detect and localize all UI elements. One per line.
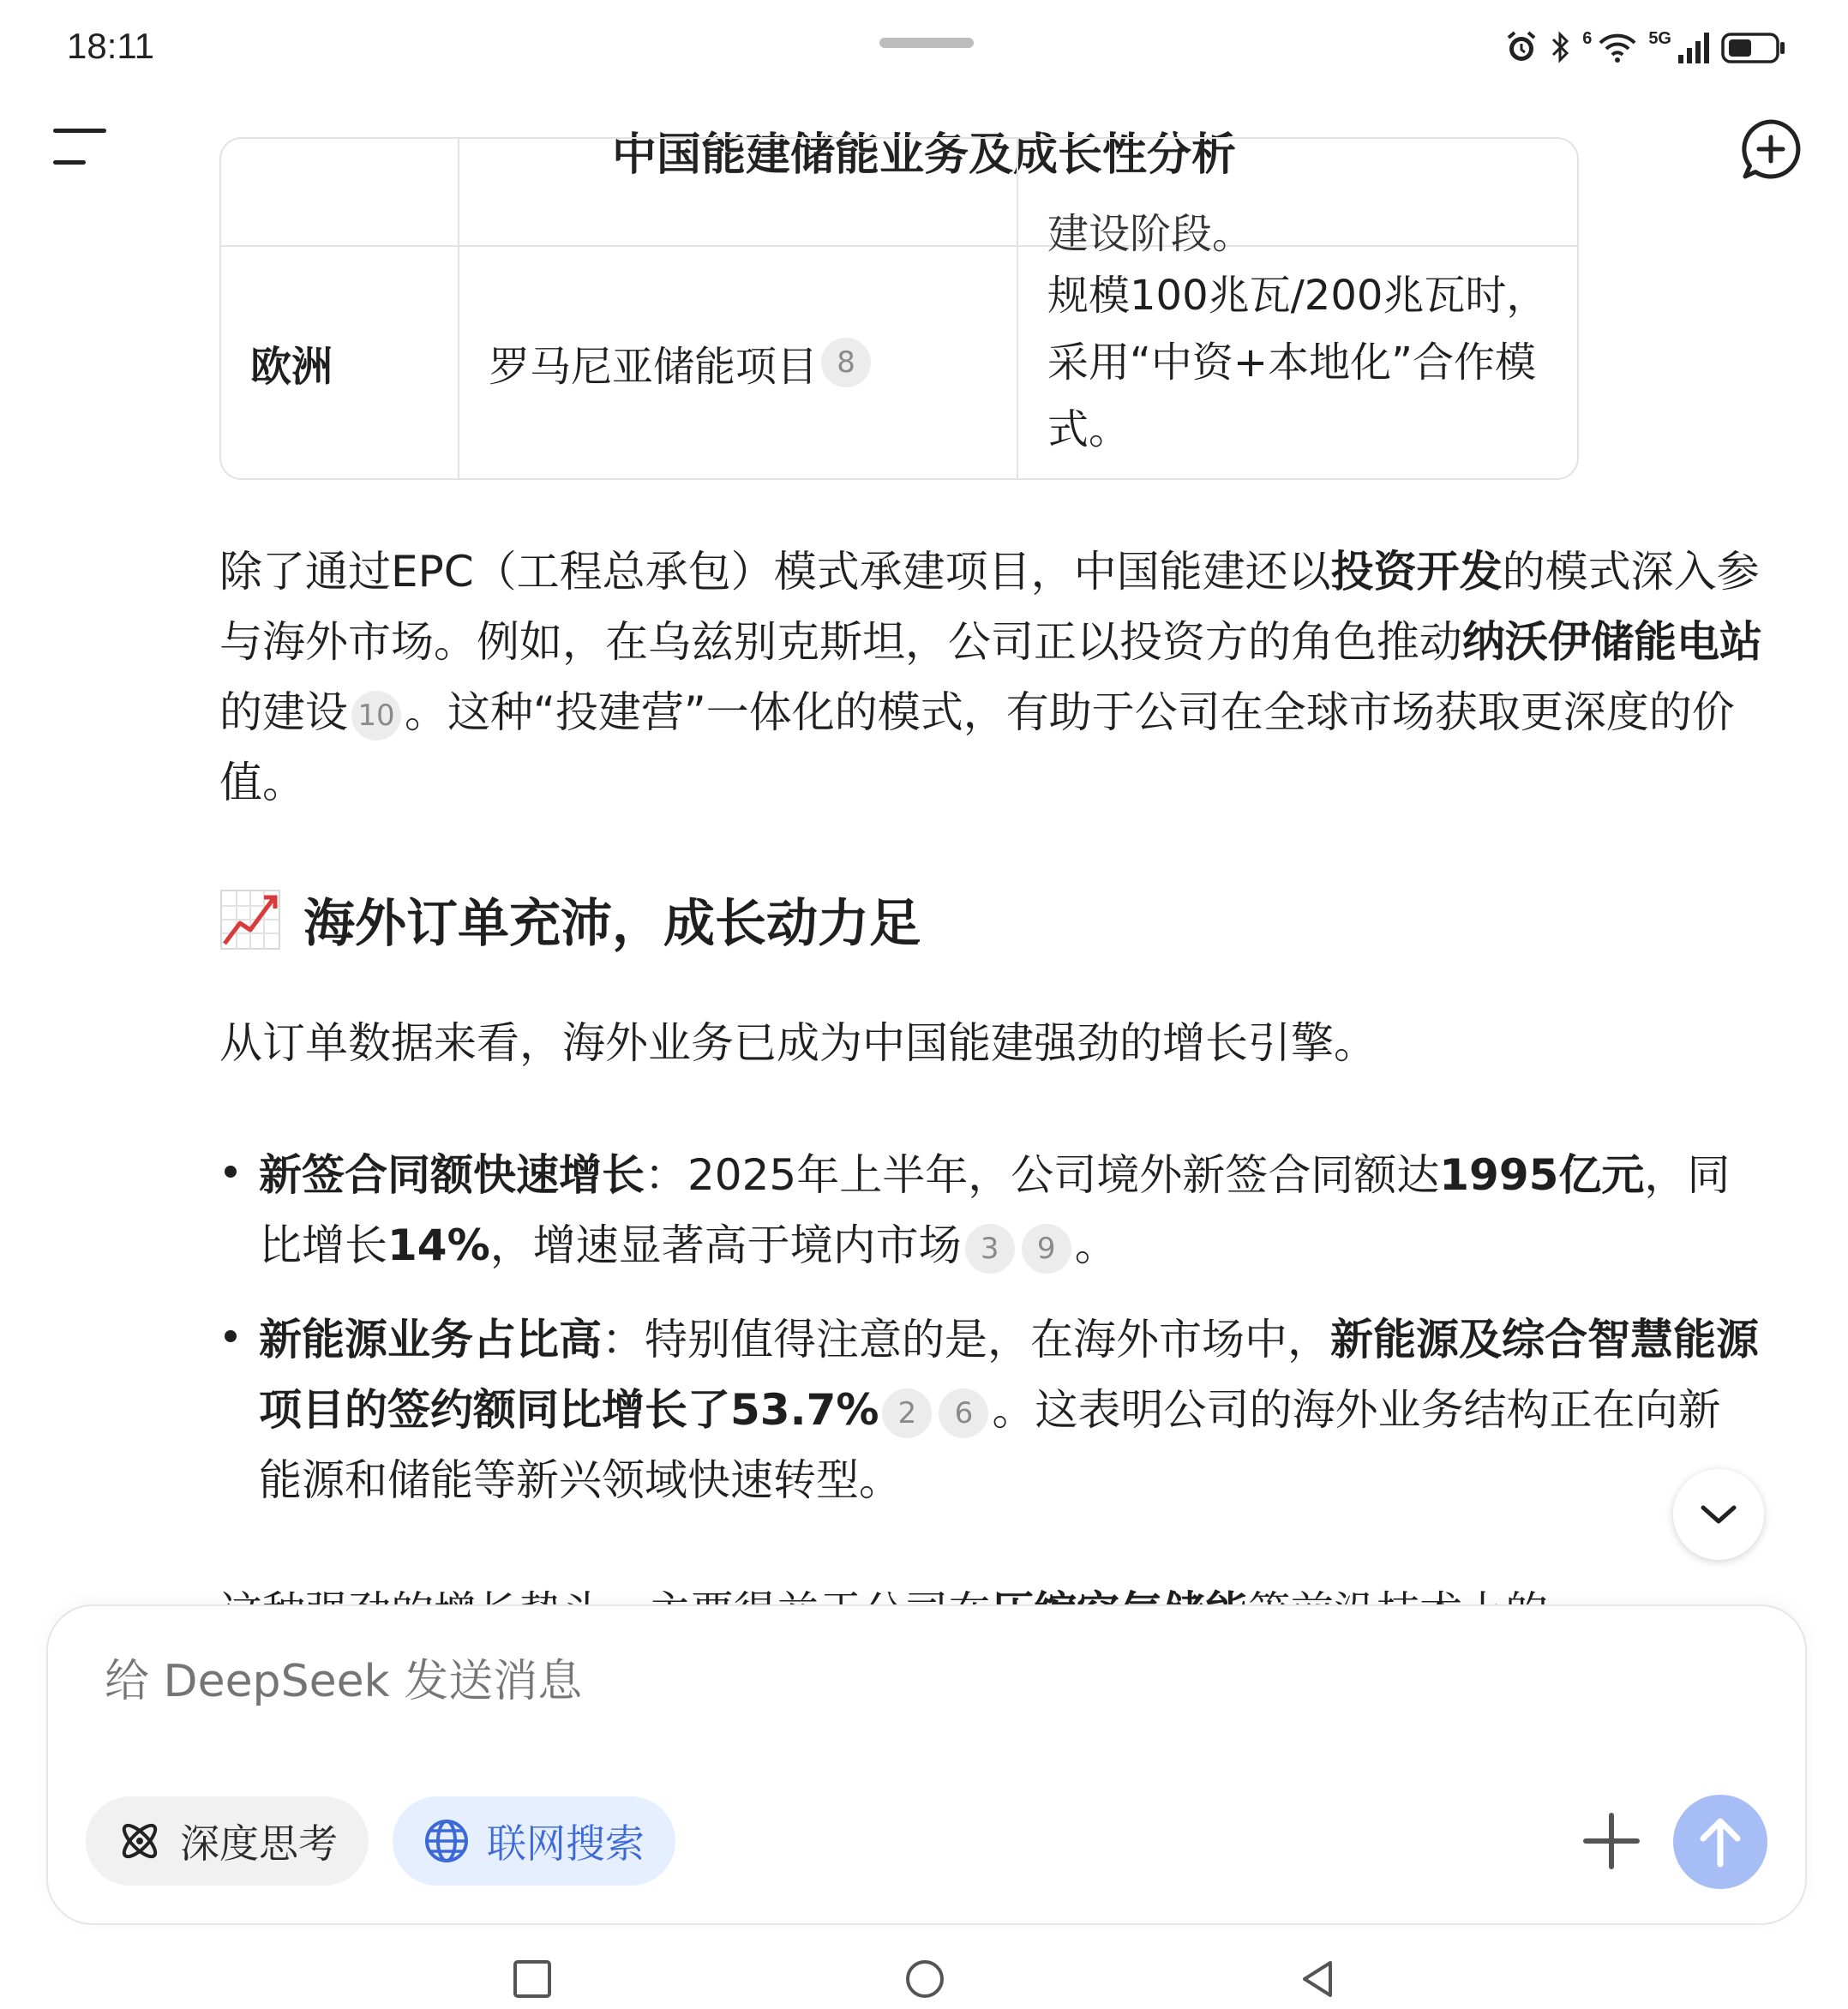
data-table [219, 137, 1579, 480]
table-cell [1018, 139, 1577, 258]
region-cell: 欧洲 [221, 247, 459, 478]
bold-text: 14% [387, 1220, 490, 1270]
back-icon[interactable] [1298, 1959, 1337, 1999]
deep-think-toggle[interactable] [86, 1796, 369, 1886]
clipped-cell-text: 建设阶段。 [1047, 210, 1254, 258]
deep-think-label: 深度思考 [180, 1820, 338, 1867]
citation-badge[interactable]: 2 [882, 1388, 932, 1438]
home-icon[interactable] [905, 1959, 945, 1999]
web-search-toggle[interactable] [393, 1796, 675, 1886]
list-item [219, 1304, 1762, 1515]
page-title: 中国能建储能业务及成长性分析 [611, 129, 1236, 181]
section-title: 海外订单充沛，成长动力足 [303, 894, 921, 954]
chevron-down-icon [1700, 1502, 1737, 1526]
chat-content[interactable] [0, 206, 1848, 1594]
table-row [221, 245, 1577, 478]
bold-text: 纳沃伊储能电站 [1462, 617, 1762, 667]
chart-increasing-icon [219, 889, 281, 951]
arrow-up-icon [1698, 1816, 1743, 1868]
send-button[interactable] [1673, 1795, 1767, 1889]
recent-apps-icon[interactable] [513, 1959, 552, 1999]
scroll-to-bottom-button[interactable] [1673, 1469, 1764, 1560]
citation-badge[interactable]: 9 [1022, 1224, 1071, 1274]
section-heading [219, 883, 921, 957]
text-span: 的模式深入参与海外市场。例如，在乌兹别克斯坦，公司正以投资方的角色推动 [219, 547, 1760, 667]
alarm-icon [1503, 29, 1539, 65]
atom-icon [117, 1818, 163, 1864]
text-span: 的建设 [219, 687, 348, 737]
wifi-label: 6 [1582, 29, 1593, 48]
bluetooth-icon [1550, 29, 1572, 65]
text-span: 。 [1074, 1220, 1118, 1270]
bullet-dot [225, 1330, 237, 1342]
citation-badge[interactable]: 8 [821, 338, 871, 387]
list-item [219, 1140, 1762, 1280]
drag-handle[interactable] [879, 38, 974, 48]
citation-badge[interactable]: 10 [351, 691, 401, 741]
bold-text: 投资开发 [1330, 547, 1503, 597]
web-search-label: 联网搜索 [487, 1820, 645, 1867]
text-span: 。这表明公司的海外业务结构正在向新能源和储能等新兴领域快速转型。 [259, 1385, 1721, 1505]
wifi-icon [1597, 29, 1638, 65]
project-name: 罗马尼亚储能项目 [489, 342, 819, 391]
signal-icon [1677, 29, 1711, 65]
message-input[interactable] [105, 1656, 1562, 1707]
bullet-dot [225, 1166, 237, 1178]
message-composer [46, 1604, 1807, 1925]
status-time: 18:11 [67, 26, 154, 66]
citation-badge[interactable]: 6 [939, 1388, 988, 1438]
table-row [221, 139, 1577, 258]
paragraph-intro: 从订单数据来看，海外业务已成为中国能建强劲的增长引擎。 [219, 1018, 1377, 1068]
text-span: 。这种“投建营”一体化的模式，有助于公司在全球市场获取更深度的价值。 [219, 687, 1735, 807]
detail-cell: 规模100兆瓦/200兆瓦时，采用“中资+本地化”合作模式。 [1047, 272, 1548, 453]
status-icons [1503, 26, 1786, 69]
text-span: ，同比增长 [259, 1150, 1731, 1270]
table-cell [459, 139, 1018, 245]
battery-icon [1721, 29, 1786, 65]
globe-icon [423, 1818, 470, 1864]
bold-text: 新能源及综合智慧能源项目的签约额同比增长了53.7% [259, 1315, 1759, 1435]
new-chat-icon[interactable] [1738, 117, 1803, 182]
text-span: ：特别值得注意的是，在海外市场中， [602, 1315, 1330, 1364]
text-span: ，增速显著高于境内市场 [489, 1220, 962, 1270]
bullet-title: 新能源业务占比高 [259, 1315, 602, 1364]
text-span: ：2025年上半年，公司境外新签合同额达 [645, 1150, 1440, 1200]
project-cell [459, 247, 1018, 478]
add-attachment-icon[interactable] [1572, 1802, 1651, 1880]
text-span: 除了通过EPC（工程总承包）模式承建项目，中国能建还以 [219, 547, 1331, 597]
bullet-title: 新签合同额快速增长 [259, 1150, 645, 1200]
table-cell [221, 139, 459, 245]
citation-badge[interactable]: 3 [965, 1224, 1015, 1274]
paragraph-investment [219, 537, 1762, 818]
network-type-label: 5G [1648, 29, 1671, 48]
bold-text: 1995亿元 [1439, 1150, 1645, 1200]
